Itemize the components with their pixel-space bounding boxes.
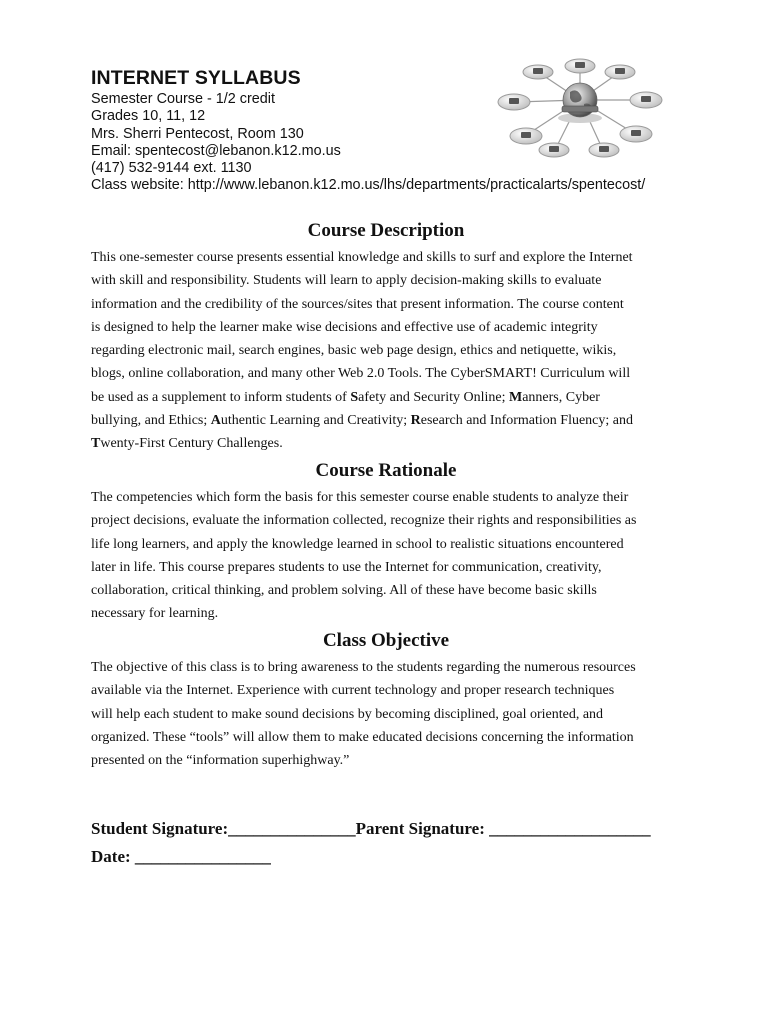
grades-line: Grades 10, 11, 12: [91, 108, 206, 125]
text-run: esearch and Information Fluency; and: [420, 413, 633, 429]
text-line: blogs, online collaboration, and many other Web 2.0 Tools. The CyberSMART! Curriculum will: [91, 366, 631, 382]
parent-signature-label: Parent Signature:: [355, 819, 490, 838]
text-line: available via the Internet. Experience with current technology and proper research techniques: [91, 683, 615, 699]
email-line: Email: spentecost@lebanon.k12.mo.us: [91, 142, 341, 159]
text-line: later in life. This course prepares students to use the Internet for communication, creativity,: [91, 559, 602, 575]
parent-signature-field[interactable]: ___________________: [489, 819, 651, 838]
text-line: life long learners, and apply the knowledge learned in school to realistic situations encountered: [91, 536, 624, 552]
computer-network-globe-icon: [492, 56, 672, 166]
student-signature-field[interactable]: _______________: [228, 819, 356, 838]
text-line: regarding electronic mail, search engines, basic web page design, ethics and netiquette, wikis,: [91, 343, 617, 359]
text-line: project decisions, evaluate the information collected, recognize their rights and responsibilities as: [91, 513, 637, 529]
text-line: collaboration, critical thinking, and problem solving. All of these have become basic skills: [91, 583, 597, 599]
text-line: organized. These “tools” will allow them to make educated decisions concerning the information: [91, 729, 634, 745]
text-line: [91, 386, 689, 409]
acronym-letter: S: [350, 389, 359, 405]
student-signature-label: Student Signature:: [91, 819, 229, 838]
text-run: bullying, and Ethics;: [91, 413, 211, 429]
text-line: information and the credibility of the sources/sites that present information. The course content: [91, 296, 624, 312]
class-objective-text: [91, 656, 689, 772]
phone-line: (417) 532-9144 ext. 1130: [91, 160, 252, 177]
text-line: will help each student to make sound decisions by becoming disciplined, goal oriented, and: [91, 706, 604, 722]
text-line: The competencies which form the basis for this semester course enable students to analyze their: [91, 490, 629, 505]
text-line: with skill and responsibility. Students will learn to apply decision-making skills to evaluate: [91, 273, 602, 289]
text-run: wenty-First Century Challenges.: [100, 436, 283, 452]
text-line: This one-semester course presents essential knowledge and skills to surf and explore the Internet: [91, 250, 633, 265]
teacher-line: Mrs. Sherri Pentecost, Room 130: [91, 125, 304, 142]
text-line: necessary for learning.: [91, 606, 219, 622]
course-rationale-text: [91, 486, 689, 626]
acronym-letter: A: [210, 413, 221, 429]
text-line: is designed to help the learner make wise decisions and effective use of academic integrity: [91, 319, 598, 335]
text-run: be used as a supplement to inform students of: [91, 389, 351, 405]
text-line: The objective of this class is to bring awareness to the students regarding the numerous resources: [91, 660, 636, 675]
text-run: afety and Security Online;: [358, 389, 509, 405]
text-line: [91, 409, 689, 432]
course-term-line: Semester Course - 1/2 credit: [91, 91, 275, 107]
date-line: [91, 846, 271, 868]
date-field[interactable]: ________________: [134, 847, 271, 866]
course-description-heading: Course Description: [307, 220, 465, 241]
text-run: anners, Cyber: [522, 389, 600, 405]
course-rationale-heading: Course Rationale: [315, 460, 457, 481]
text-line: presented on the “information superhighway.”: [91, 753, 350, 769]
class-objective-heading: Class Objective: [322, 630, 450, 651]
signature-line: [91, 818, 651, 840]
acronym-letter: R: [410, 413, 421, 429]
acronym-letter: M: [508, 389, 523, 405]
document-title: INTERNET SYLLABUS: [91, 67, 301, 89]
text-line: [91, 432, 689, 455]
website-line: Class website: http://www.lebanon.k12.mo.us/lhs/departments/practicalarts/spentecost/: [91, 177, 646, 194]
acronym-letter: T: [91, 436, 101, 452]
text-run: uthentic Learning and Creativity;: [220, 413, 411, 429]
date-label: Date:: [91, 847, 135, 866]
course-description-text: [91, 246, 689, 456]
